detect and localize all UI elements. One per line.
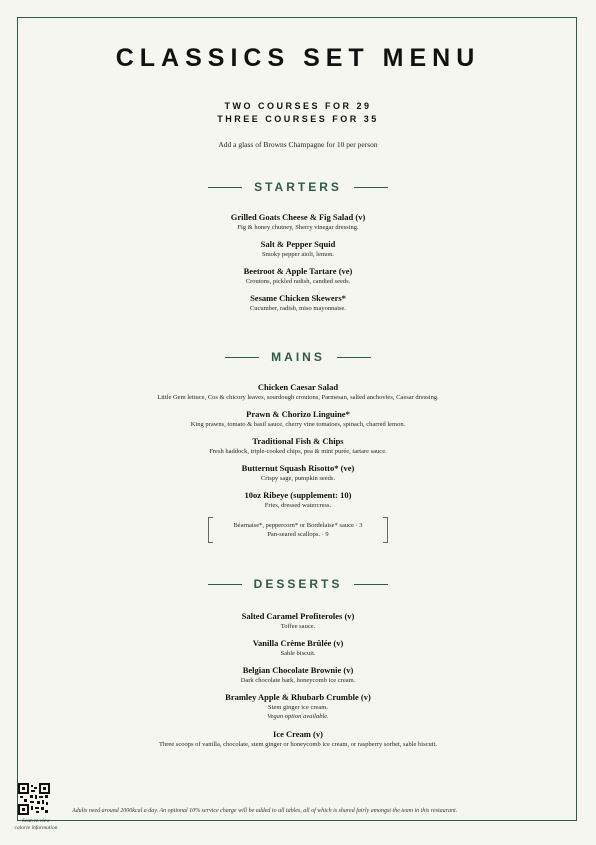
dish-note: Vegan option available. <box>267 713 329 720</box>
dish-item <box>0 638 596 658</box>
dish-description: Toffee sauce. <box>280 623 316 630</box>
mains-label: MAINS <box>271 350 325 364</box>
dish-item <box>0 611 596 631</box>
desserts-heading <box>0 577 596 591</box>
divider <box>225 357 259 358</box>
dish-description: King prawns, tomato & basil sauce, cherry vine tomatoes, spinach, charred lemon. <box>190 421 406 428</box>
dish-description: Fig & honey chutney, Sherry vinegar dressing. <box>237 224 359 231</box>
dish-item <box>0 692 596 721</box>
mains-heading <box>0 350 596 364</box>
dish-item <box>0 463 596 483</box>
dish-name: Belgian Chocolate Brownie (v) <box>242 665 354 675</box>
dish-name: Prawn & Chorizo Linguine* <box>246 409 350 419</box>
dish-item <box>0 665 596 685</box>
starters-label: STARTERS <box>254 180 342 194</box>
scan-caption-line: Scan to view <box>22 818 50 824</box>
dish-name: Chicken Caesar Salad <box>257 382 339 392</box>
dish-item <box>0 212 596 232</box>
scallops-extra: Pan-seared scallops. · 9 <box>267 531 329 538</box>
dish-description: Crispy sage, pumpkin seeds. <box>260 475 336 482</box>
three-courses-price: THREE COURSES FOR 35 <box>217 114 379 124</box>
footer-note: Adults need around 2000kcal a day. An optional 10% service charge will be added to all tables, all of which is shared fairly amongst the team in this restaurant. <box>72 808 458 814</box>
dish-name: Salt & Pepper Squid <box>260 239 336 249</box>
dish-name: Vanilla Crème Brûlée (v) <box>252 638 344 648</box>
dish-item <box>0 490 596 510</box>
scan-caption-line: calorie information <box>14 825 58 831</box>
dish-description: Three scoops of vanilla, chocolate, stem ginger or honeycomb ice cream, or raspberry sorbet, sable biscuit. <box>159 741 437 748</box>
dish-description: Little Gem lettuce, Cos & chicory leaves, sourdough croutons, Parmesan, salted anchovies, Caesar dressing. <box>157 394 439 401</box>
dish-description: Cucumber, radish, miso mayonnaise. <box>249 305 347 312</box>
dish-description: Fries, dressed watercress. <box>264 502 332 509</box>
dish-item <box>0 729 596 749</box>
dish-description: Fresh haddock, triple-cooked chips, pea & mint purée, tartare sauce. <box>209 448 387 455</box>
dish-name: Traditional Fish & Chips <box>252 436 344 446</box>
extras-list <box>208 521 388 539</box>
dish-name: Bramley Apple & Rhubarb Crumble (v) <box>225 692 371 702</box>
sauce-extra: Béarnaise*, peppercorn* or Bordelaise* sauce · 3 <box>233 522 363 529</box>
divider <box>354 584 388 585</box>
dish-description: Croutons, pickled radish, candied seeds. <box>245 278 351 285</box>
divider <box>208 187 242 188</box>
dish-name: Butternut Squash Risotto* (ve) <box>241 463 355 473</box>
dish-item <box>0 293 596 313</box>
divider <box>208 584 242 585</box>
dish-item <box>0 239 596 259</box>
dish-item <box>0 436 596 456</box>
dish-description: Dark chocolate bark, honeycomb ice cream. <box>240 677 356 684</box>
scan-caption <box>8 818 64 832</box>
dish-name: Sesame Chicken Skewers* <box>250 293 346 303</box>
dish-description: Sable biscuit. <box>280 650 316 657</box>
dish-description: Smoky pepper aioli, lemon. <box>261 251 335 258</box>
divider <box>354 187 388 188</box>
ribeye-extras <box>208 517 388 543</box>
two-courses-price: TWO COURSES FOR 29 <box>224 101 372 111</box>
dish-item <box>0 266 596 286</box>
menu-title: CLASSICS SET MENU <box>115 44 481 72</box>
dish-name: Grilled Goats Cheese & Fig Salad (v) <box>230 212 366 222</box>
dish-name: Salted Caramel Profiteroles (v) <box>241 611 355 621</box>
champagne-offer: Add a glass of Browns Champagne for 10 per person <box>218 140 378 149</box>
dish-name: Ice Cream (v) <box>273 729 323 739</box>
dish-name: Beetroot & Apple Tartare (ve) <box>243 266 353 276</box>
dish-name: 10oz Ribeye (supplement: 10) <box>244 490 352 500</box>
right-bracket <box>383 517 388 543</box>
dish-description: Stem ginger ice cream. <box>268 704 328 711</box>
dish-item <box>0 409 596 429</box>
course-pricing <box>0 100 596 126</box>
starters-heading <box>0 180 596 194</box>
divider <box>337 357 371 358</box>
dish-item <box>0 382 596 402</box>
qr-code-icon[interactable] <box>18 783 50 815</box>
desserts-label: DESSERTS <box>253 577 343 591</box>
